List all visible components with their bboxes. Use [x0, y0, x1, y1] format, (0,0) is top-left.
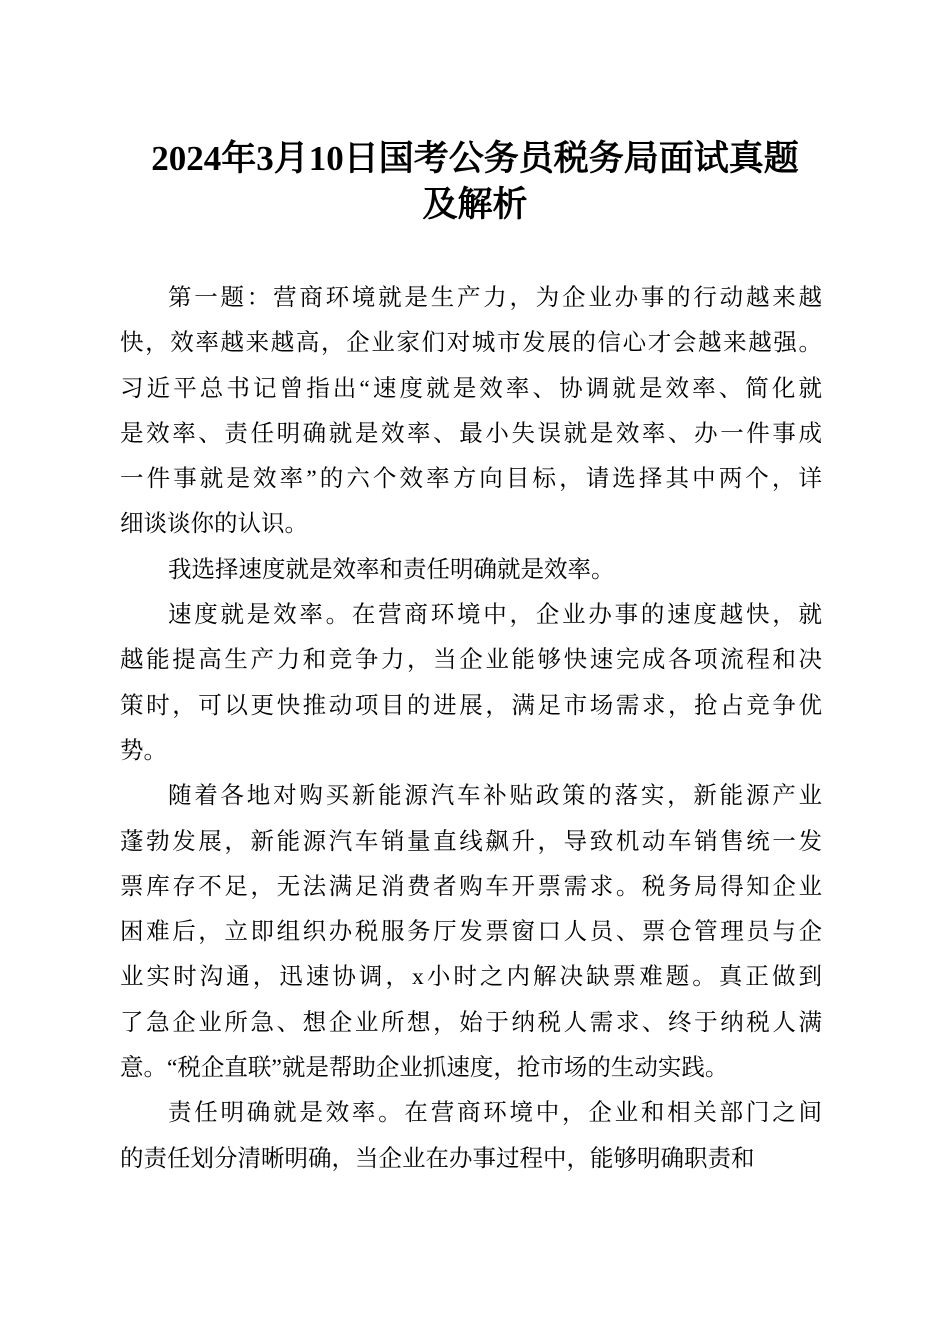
document-body: [120, 276, 822, 1182]
document-title: [0, 136, 950, 228]
text-line: 我选择速度就是效率和责任明确就是效率。: [168, 556, 615, 583]
title-line: 2024年3月10日国考公务员税务局面试真题: [151, 139, 799, 178]
text-line: 习近平总书记曾指出“速度就是效率、协调就是效率、简化就: [120, 375, 822, 402]
paragraph: [120, 1091, 822, 1182]
text-line: 速度就是效率。在营商环境中，企业办事的速度越快，就: [168, 602, 822, 629]
text-line: 责任明确就是效率。在营商环境中，企业和相关部门之间: [168, 1100, 822, 1127]
paragraph: [120, 593, 822, 774]
text-line: 策时，可以更快推动项目的进展，满足市场需求，抢占竞争优: [120, 692, 822, 719]
paragraph: [120, 276, 822, 548]
text-line: 快，效率越来越高，企业家们对城市发展的信心才会越来越强。: [120, 330, 822, 357]
text-line: 势。: [120, 737, 167, 764]
paragraph: [120, 548, 822, 593]
text-line: 的责任划分清晰明确，当企业在办事过程中，能够明确职责和: [120, 1145, 755, 1172]
text-line: 票库存不足，无法满足消费者购车开票需求。税务局得知企业: [120, 873, 822, 900]
text-line: 是效率、责任明确就是效率、最小失误就是效率、办一件事成: [120, 420, 822, 447]
text-line: 一件事就是效率”的六个效率方向目标，请选择其中两个，详: [120, 466, 822, 493]
text-line: 困难后，立即组织办税服务厅发票窗口人员、票仓管理员与企: [120, 919, 822, 946]
title-line: 及解析: [422, 185, 528, 224]
paragraph: [120, 774, 822, 1091]
text-line: 业实时沟通，迅速协调，x小时之内解决缺票难题。真正做到: [120, 964, 822, 991]
text-line: 第一题：营商环境就是生产力，为企业办事的行动越来越: [168, 285, 822, 311]
text-line: 蓬勃发展，新能源汽车销量直线飙升，导致机动车销售统一发: [120, 828, 822, 855]
text-line: 细谈谈你的认识。: [120, 511, 308, 538]
text-line: 随着各地对购买新能源汽车补贴政策的落实，新能源产业: [168, 783, 822, 810]
text-line: 越能提高生产力和竞争力，当企业能够快速完成各项流程和决: [120, 647, 822, 674]
text-line: 了急企业所急、想企业所想，始于纳税人需求、终于纳税人满: [120, 1009, 822, 1036]
text-line: 意。“税企直联”就是帮助企业抓速度，抢市场的生动实践。: [120, 1055, 729, 1082]
